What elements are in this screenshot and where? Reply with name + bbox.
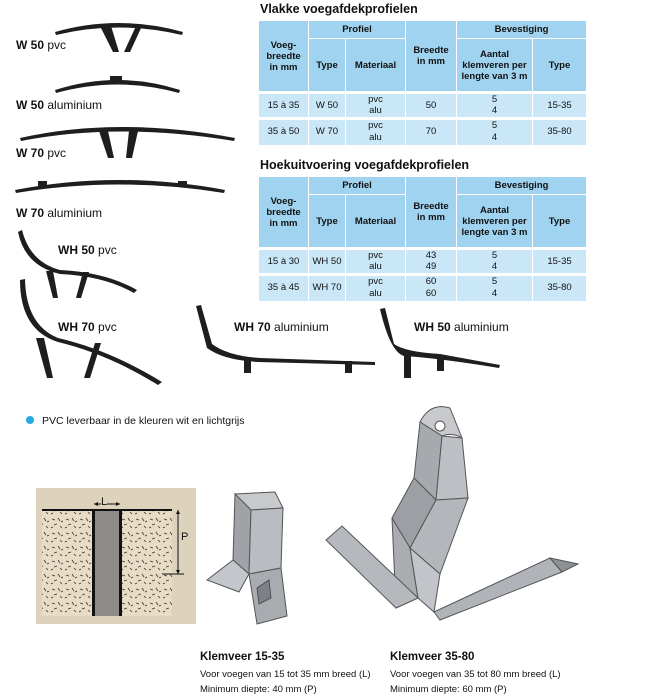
- col-materiaal: Materiaal: [346, 195, 406, 249]
- caption-line-depth: Minimum diepte: 60 mm (P): [390, 684, 507, 695]
- col-breedte: Breedte in mm: [406, 177, 457, 249]
- profile-label: WH 50 pvc: [58, 243, 117, 257]
- cell-bev-type: 15-35: [533, 93, 587, 119]
- caption-line-width: Voor voegen van 15 tot 35 mm breed (L): [200, 669, 371, 680]
- cell-materiaal: pvc: [346, 275, 406, 288]
- spring-clip-15-35-drawing: [195, 488, 305, 628]
- profile-w50-alu-drawing: [55, 76, 180, 93]
- profile-label: WH 50 aluminium: [414, 320, 509, 334]
- cell-breedte: 60: [406, 288, 457, 301]
- corner-table-title: Hoekuitvoering voegafdekprofielen: [260, 158, 470, 172]
- label-L: L: [101, 496, 108, 508]
- cell-materiaal: pvc: [346, 119, 406, 132]
- col-breedte: Breedte in mm: [406, 21, 457, 93]
- cell-bev-type: 35-80: [533, 119, 587, 145]
- cell-aantal: 4: [457, 106, 533, 119]
- joint-edge-right: [119, 510, 122, 616]
- profile-wh50-alu-drawing: [380, 308, 500, 378]
- cell-aantal: 5: [457, 275, 533, 288]
- spring-clip-35-80-drawing: [322, 398, 584, 630]
- col-profiel: Profiel: [309, 177, 406, 195]
- joint-edge-left: [92, 510, 95, 616]
- cell-voeg: 35 à 45: [259, 275, 309, 301]
- wall-right: [120, 510, 172, 616]
- profile-wh50-pvc-drawing: [18, 230, 137, 298]
- cell-materiaal: pvc: [346, 249, 406, 262]
- cell-type: W 70: [309, 119, 346, 145]
- profile-wh70-alu-drawing: [196, 305, 375, 373]
- profile-label: WH 70 pvc: [58, 320, 117, 334]
- cell-breedte: 49: [406, 262, 457, 275]
- caption-title-15-35: Klemveer 15-35: [200, 651, 285, 663]
- caption-line-width: Voor voegen van 35 tot 80 mm breed (L): [390, 669, 561, 680]
- col-type: Type: [309, 195, 346, 249]
- corner-profiles-table: [258, 176, 587, 301]
- pvc-color-note: [26, 415, 245, 427]
- flat-table-title: Vlakke voegafdekprofielen: [260, 2, 418, 16]
- col-voegbreedte: Voeg-breedte in mm: [259, 177, 309, 249]
- col-type2: Type: [533, 39, 587, 93]
- table-row: [259, 119, 587, 132]
- profile-label: WH 70 aluminium: [234, 320, 329, 334]
- cell-bev-type: 15-35: [533, 249, 587, 275]
- joint-section-diagram: [36, 488, 196, 624]
- cell-materiaal: alu: [346, 288, 406, 301]
- profile-w70-alu-drawing: [15, 180, 225, 193]
- cell-materiaal: pvc: [346, 93, 406, 106]
- joint-gap: [94, 510, 120, 616]
- cell-voeg: 15 à 30: [259, 249, 309, 275]
- table-row: [259, 249, 587, 262]
- cell-type: W 50: [309, 93, 346, 119]
- cell-type: WH 50: [309, 249, 346, 275]
- cell-voeg: 35 à 50: [259, 119, 309, 145]
- cell-type: WH 70: [309, 275, 346, 301]
- flat-profiles-table: [258, 20, 587, 145]
- cell-materiaal: alu: [346, 106, 406, 119]
- col-aantal: Aantal klemveren per lengte van 3 m: [457, 195, 533, 249]
- table-row: [259, 93, 587, 106]
- cell-aantal: 4: [457, 288, 533, 301]
- col-bevestiging: Bevestiging: [457, 177, 587, 195]
- cell-breedte: 60: [406, 275, 457, 288]
- caption-line-depth: Minimum diepte: 40 mm (P): [200, 684, 317, 695]
- cell-voeg: 15 à 35: [259, 93, 309, 119]
- cell-materiaal: alu: [346, 262, 406, 275]
- cell-bev-type: 35-80: [533, 275, 587, 301]
- cell-materiaal: alu: [346, 132, 406, 145]
- clip-hole-icon: [435, 421, 445, 431]
- cell-aantal: 4: [457, 262, 533, 275]
- col-materiaal: Materiaal: [346, 39, 406, 93]
- cell-breedte: 43: [406, 249, 457, 262]
- profile-label: W 50 pvc: [16, 38, 67, 52]
- cell-aantal: 4: [457, 132, 533, 145]
- caption-title-35-80: Klemveer 35-80: [390, 651, 475, 663]
- table-row: [259, 275, 587, 288]
- profile-label: W 70 aluminium: [16, 206, 103, 220]
- col-bevestiging: Bevestiging: [457, 21, 587, 39]
- col-type2: Type: [533, 195, 587, 249]
- profile-label: W 70 pvc: [16, 146, 67, 160]
- note-text: PVC leverbaar in de kleuren wit en lichtgrijs: [42, 415, 245, 427]
- col-aantal: Aantal klemveren per lengte van 3 m: [457, 39, 533, 93]
- wall-left: [42, 510, 94, 616]
- cell-breedte: 70: [406, 119, 457, 145]
- cell-aantal: 5: [457, 119, 533, 132]
- profile-label: W 50 aluminium: [16, 98, 103, 112]
- col-voegbreedte: Voeg-breedte in mm: [259, 21, 309, 93]
- col-profiel: Profiel: [309, 21, 406, 39]
- bullet-icon: [26, 416, 34, 424]
- profile-w50-pvc-drawing: [55, 23, 183, 52]
- cell-breedte: 50: [406, 93, 457, 119]
- cell-aantal: 5: [457, 249, 533, 262]
- label-P: P: [181, 531, 189, 543]
- cell-aantal: 5: [457, 93, 533, 106]
- col-type: Type: [309, 39, 346, 93]
